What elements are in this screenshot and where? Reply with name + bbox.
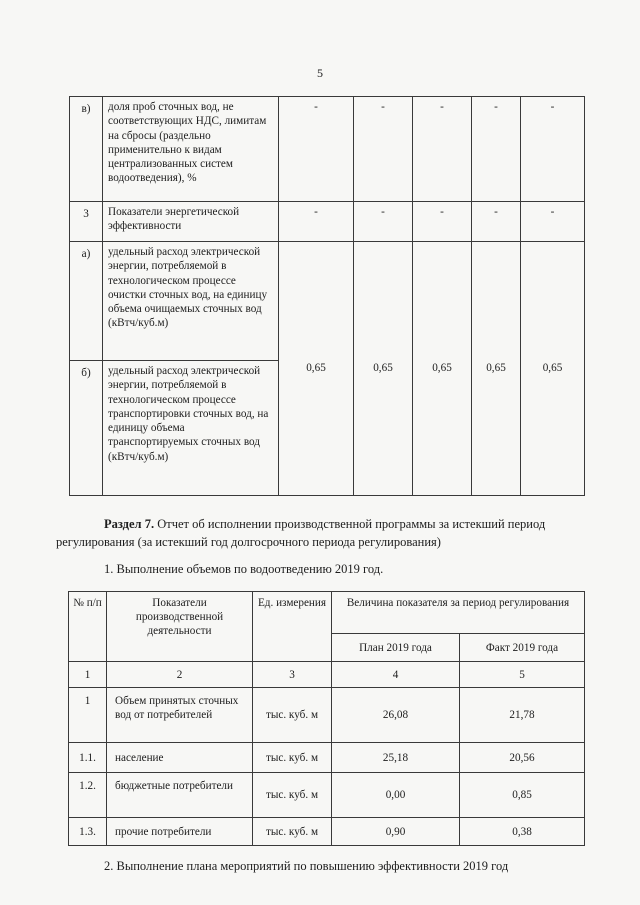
subheading-volumes: 1. Выполнение объемов по водоотведению 2019 год.: [104, 562, 384, 576]
col-number: 1: [69, 662, 107, 688]
value-cell: -: [472, 202, 521, 242]
row-fact: 0,38: [460, 818, 585, 846]
page-number: 5: [317, 66, 323, 80]
row-name: прочие потребители: [107, 818, 253, 846]
volumes-table: [68, 591, 585, 846]
section-title: Отчет об исполнении производственной программы за истекший период: [157, 517, 546, 531]
table-row: [69, 743, 585, 773]
section7-heading: [56, 515, 580, 551]
row-plan: 25,18: [332, 743, 460, 773]
row-code: в): [70, 97, 103, 202]
value-cell: -: [521, 97, 585, 202]
row-code: 3: [70, 202, 103, 242]
merged-value-cell: 0,65: [279, 242, 354, 496]
row-name: население: [107, 743, 253, 773]
value-cell: -: [521, 202, 585, 242]
row-fact: 0,85: [460, 773, 585, 818]
header-value-group: Величина показателя за период регулирования: [332, 592, 585, 634]
table-row: [69, 773, 585, 818]
row-description: доля проб сточных вод, не соответствующих НДС, лимитам на сбросы (раздельно применительно к видам централизованных систем водоотведения), %: [103, 97, 279, 202]
row-unit: тыс. куб. м: [253, 818, 332, 846]
value-cell: -: [413, 202, 472, 242]
header-unit: Ед. измерения: [253, 592, 332, 662]
row-num: 1.1.: [69, 743, 107, 773]
header-num: № п/п: [69, 592, 107, 662]
row-num: 1.2.: [69, 773, 107, 818]
col-number: 3: [253, 662, 332, 688]
table-row: [69, 818, 585, 846]
value-cell: -: [354, 97, 413, 202]
row-fact: 21,78: [460, 688, 585, 743]
value-cell: -: [279, 202, 354, 242]
row-code: а): [70, 242, 103, 361]
row-code: б): [70, 361, 103, 496]
row-plan: 0,90: [332, 818, 460, 846]
header-plan: План 2019 года: [332, 634, 460, 662]
table-row: [69, 688, 585, 743]
row-name: Объем принятых сточных вод от потребителей: [107, 688, 253, 743]
header-indicator: Показатели производственной деятельности: [107, 592, 253, 662]
value-cell: -: [413, 97, 472, 202]
table-row: [70, 242, 585, 361]
table-row: [70, 97, 585, 202]
subheading-efficiency: 2. Выполнение плана мероприятий по повышению эффективности 2019 год: [104, 859, 509, 873]
section-title-continuation: регулирования (за истекший год долгосрочного периода регулирования): [56, 535, 441, 549]
row-fact: 20,56: [460, 743, 585, 773]
row-description: удельный расход электрической энергии, потребляемой в технологическом процессе очистки сточных вод, на единицу объема очищаемых сточных вод (кВтч/куб.м): [103, 242, 279, 361]
col-number: 4: [332, 662, 460, 688]
row-name: бюджетные потребители: [107, 773, 253, 818]
value-cell: -: [279, 97, 354, 202]
merged-value-cell: 0,65: [521, 242, 585, 496]
merged-value-cell: 0,65: [354, 242, 413, 496]
row-description: удельный расход электрической энергии, потребляемой в технологическом процессе транспортировки сточных вод, на единицу объема транспортируемых сточных вод (кВтч/куб.м): [103, 361, 279, 496]
row-unit: тыс. куб. м: [253, 688, 332, 743]
col-number: 2: [107, 662, 253, 688]
row-num: 1.3.: [69, 818, 107, 846]
value-cell: -: [472, 97, 521, 202]
col-number: 5: [460, 662, 585, 688]
row-unit: тыс. куб. м: [253, 773, 332, 818]
value-cell: -: [354, 202, 413, 242]
indicators-table: [69, 96, 585, 496]
header-row: [69, 592, 585, 634]
row-num: 1: [69, 688, 107, 743]
column-number-row: [69, 662, 585, 688]
row-description: Показатели энергетической эффективности: [103, 202, 279, 242]
table-row: [70, 202, 585, 242]
header-fact: Факт 2019 года: [460, 634, 585, 662]
row-unit: тыс. куб. м: [253, 743, 332, 773]
section-label: Раздел 7.: [104, 517, 155, 531]
row-plan: 26,08: [332, 688, 460, 743]
row-plan: 0,00: [332, 773, 460, 818]
merged-value-cell: 0,65: [472, 242, 521, 496]
merged-value-cell: 0,65: [413, 242, 472, 496]
